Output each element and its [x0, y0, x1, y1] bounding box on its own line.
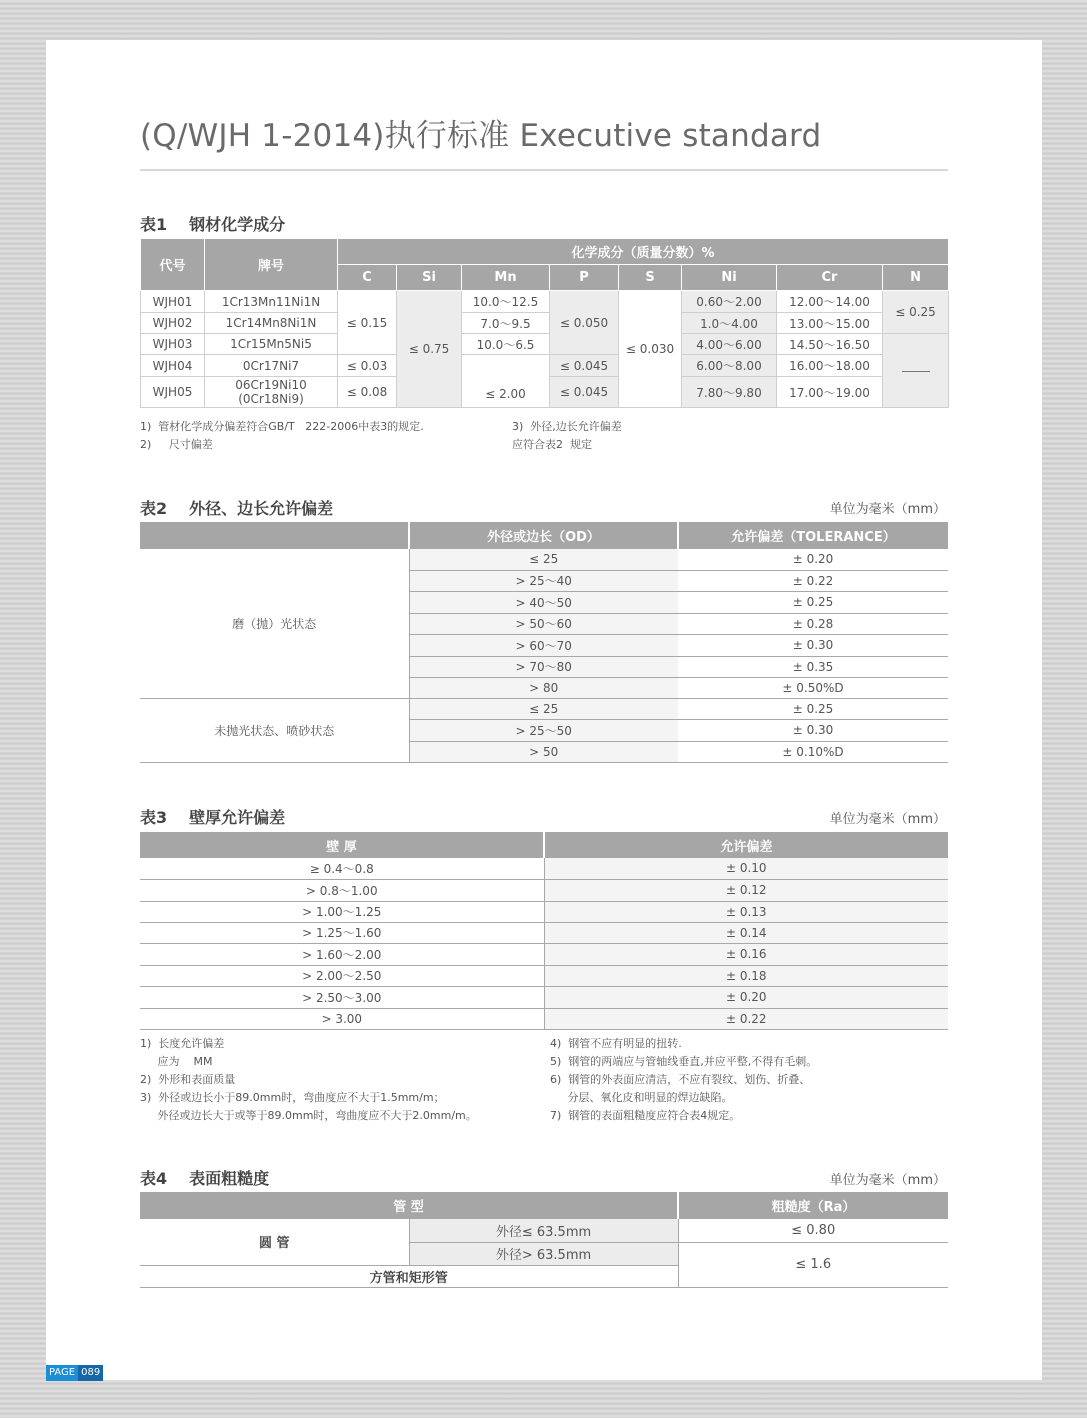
ni-cell: 1.0～4.00	[682, 313, 777, 334]
header-code: 代号	[141, 239, 205, 291]
od-cell: > 25～50	[409, 719, 678, 741]
page-label: PAGE	[46, 1365, 78, 1381]
table3-name: 壁厚允许偏差	[189, 808, 286, 827]
tol-cell: ± 0.12	[544, 879, 948, 901]
header-chemical: 化学成分（质量分数）%	[338, 239, 949, 265]
header-blank	[140, 522, 409, 549]
wall-cell: > 1.25～1.60	[140, 922, 544, 943]
table4-unit: 单位为毫米（mm）	[829, 1173, 946, 1188]
table3-number: 表3	[140, 808, 168, 827]
grade-alt-text: (0Cr18Ni9)	[238, 392, 304, 406]
n-empty-cell	[883, 334, 949, 408]
tol-cell: ± 0.30	[678, 634, 948, 656]
od-cell: > 40～50	[409, 591, 678, 613]
si-cell: ≤ 0.75	[397, 291, 462, 408]
code-cell: WJH04	[141, 355, 205, 377]
c-cell: ≤ 0.03	[338, 355, 397, 377]
mn-cell: 7.0～9.5	[462, 313, 550, 334]
table4-name: 表面粗糙度	[189, 1169, 270, 1188]
wall-cell: ≥ 0.4～0.8	[140, 858, 544, 879]
table-row	[140, 986, 948, 1008]
header-element: Mn	[462, 265, 550, 291]
header-element: P	[550, 265, 619, 291]
code-cell: WJH03	[141, 334, 205, 355]
od-cell: 外径≤ 63.5mm	[409, 1219, 678, 1242]
header-ra: 粗糙度（Ra）	[678, 1192, 948, 1219]
table4-heading	[140, 1166, 269, 1189]
header-element: C	[338, 265, 397, 291]
table3-notes-right: 4) 钢管不应有明显的扭转. 5) 钢管的两端应与管轴线垂直,并应平整,不得有毛刺。 6) 钢管的外表面应清洁，不应有裂纹、划伤、折叠、 分层、氧化皮和明显的焊边缺陷。 7) 钢管的表面粗糙度应符合表4规定。	[550, 1037, 818, 1122]
table-row	[141, 313, 949, 334]
table2-heading	[140, 496, 333, 519]
table1-name: 钢材化学成分	[189, 215, 286, 234]
mn-cell: 10.0～12.5	[462, 291, 550, 313]
s-cell: ≤ 0.030	[619, 291, 682, 408]
document-page	[46, 40, 1042, 1380]
table2-unit: 单位为毫米（mm）	[829, 502, 946, 517]
tol-cell: ± 0.13	[544, 901, 948, 922]
od-cell: > 50	[409, 741, 678, 762]
wall-cell: > 0.8～1.00	[140, 879, 544, 901]
n-cell: ≤ 0.25	[883, 291, 949, 334]
tol-cell: ± 0.22	[544, 1008, 948, 1029]
page-number-badge	[46, 1365, 103, 1381]
header-type: 管 型	[140, 1192, 678, 1219]
table2-number: 表2	[140, 499, 168, 518]
mn-cell: 10.0～6.5	[462, 334, 550, 355]
p-cell: ≤ 0.045	[550, 377, 619, 408]
table-row	[141, 291, 949, 313]
cr-cell: 17.00～19.00	[777, 377, 883, 408]
ni-cell: 0.60～2.00	[682, 291, 777, 313]
tol-cell: ± 0.16	[544, 943, 948, 965]
grade-cell: 1Cr13Mn11Ni1N	[205, 291, 338, 313]
tol-cell: ± 0.20	[544, 986, 948, 1008]
tol-cell: ± 0.14	[544, 922, 948, 943]
code-cell: WJH05	[141, 377, 205, 408]
table-row	[140, 922, 948, 943]
table-row	[140, 1008, 948, 1029]
wall-cell: > 2.50～3.00	[140, 986, 544, 1008]
table1-heading	[140, 212, 285, 235]
header-grade: 牌号	[205, 239, 338, 291]
table-row	[140, 698, 948, 719]
code-cell: WJH02	[141, 313, 205, 334]
wall-cell: > 1.00～1.25	[140, 901, 544, 922]
title-divider	[140, 169, 948, 171]
wall-thickness-table	[140, 832, 948, 1030]
od-cell: > 80	[409, 677, 678, 698]
od-cell: ≤ 25	[409, 549, 678, 570]
state-cell: 磨（抛）光状态	[140, 549, 409, 698]
page-number: 089	[78, 1365, 103, 1381]
grade-cell: 1Cr15Mn5Ni5	[205, 334, 338, 355]
ni-cell: 4.00～6.00	[682, 334, 777, 355]
table-row	[141, 355, 949, 377]
grade-cell	[205, 377, 338, 408]
state-cell: 未抛光状态、喷砂状态	[140, 698, 409, 762]
tol-cell: ± 0.35	[678, 656, 948, 677]
od-cell: 外径> 63.5mm	[409, 1242, 678, 1265]
code-cell: WJH01	[141, 291, 205, 313]
square-tube-cell: 方管和矩形管	[140, 1265, 678, 1287]
chemical-composition-table	[140, 238, 949, 408]
od-cell: > 25～40	[409, 570, 678, 591]
tol-cell: ± 0.18	[544, 965, 948, 986]
ni-cell: 6.00～8.00	[682, 355, 777, 377]
grade-text: 06Cr19Ni10	[235, 378, 307, 392]
cr-cell: 12.00～14.00	[777, 291, 883, 313]
cr-cell: 13.00～15.00	[777, 313, 883, 334]
table1-number: 表1	[140, 215, 168, 234]
mn-cell: ≤ 2.00	[462, 355, 550, 408]
round-tube-cell: 圆 管	[140, 1219, 409, 1265]
cr-cell: 16.00～18.00	[777, 355, 883, 377]
c-cell: ≤ 0.15	[338, 291, 397, 355]
tol-cell: ± 0.30	[678, 719, 948, 741]
cr-cell: 14.50～16.50	[777, 334, 883, 355]
table-row	[140, 549, 948, 570]
tol-cell: ± 0.25	[678, 591, 948, 613]
page-title: (Q/WJH 1-2014)执行标准 Executive standard	[140, 118, 822, 154]
c-cell: ≤ 0.08	[338, 377, 397, 408]
header-tolerance: 允许偏差（TOLERANCE）	[678, 522, 948, 549]
table-row	[140, 901, 948, 922]
tol-cell: ± 0.28	[678, 613, 948, 634]
table2-name: 外径、边长允许偏差	[189, 499, 334, 518]
tol-cell: ± 0.10%D	[678, 741, 948, 762]
header-tolerance: 允许偏差	[544, 832, 948, 858]
od-cell: > 60～70	[409, 634, 678, 656]
table3-unit: 单位为毫米（mm）	[829, 812, 946, 827]
p-cell: ≤ 0.050	[550, 291, 619, 355]
header-element: S	[619, 265, 682, 291]
table-row	[140, 943, 948, 965]
table4-number: 表4	[140, 1169, 168, 1188]
ra-cell: ≤ 0.80	[678, 1219, 948, 1242]
od-cell: ≤ 25	[409, 698, 678, 719]
ra-cell: ≤ 1.6	[678, 1242, 948, 1287]
header-element: Cr	[777, 265, 883, 291]
wall-cell: > 1.60～2.00	[140, 943, 544, 965]
wall-cell: > 2.00～2.50	[140, 965, 544, 986]
table3-heading	[140, 805, 285, 828]
table-row	[140, 965, 948, 986]
od-cell: > 70～80	[409, 656, 678, 677]
od-tolerance-table	[140, 522, 948, 763]
dash-mark	[902, 371, 930, 372]
header-element: Ni	[682, 265, 777, 291]
roughness-table	[140, 1192, 948, 1288]
ni-cell: 7.80～9.80	[682, 377, 777, 408]
table-row	[140, 1219, 948, 1242]
tol-cell: ± 0.50%D	[678, 677, 948, 698]
header-od: 外径或边长（OD）	[409, 522, 678, 549]
wall-cell: > 3.00	[140, 1008, 544, 1029]
grade-cell: 1Cr14Mn8Ni1N	[205, 313, 338, 334]
table1-notes-right: 3) 外径,边长允许偏差 应符合表2 规定	[512, 420, 622, 451]
header-element: N	[883, 265, 949, 291]
tol-cell: ± 0.20	[678, 549, 948, 570]
table-row	[140, 879, 948, 901]
table-row	[140, 858, 948, 879]
table-row	[141, 334, 949, 355]
od-cell: > 50～60	[409, 613, 678, 634]
grade-cell: 0Cr17Ni7	[205, 355, 338, 377]
table3-notes-left: 1) 长度允许偏差 应为 MM 2) 外形和表面质量 3) 外径或边长小于89.0mm时，弯曲度应不大于1.5mm/m； 外径或边长大于或等于89.0mm时，弯曲度应不大于2.0mm/m。	[140, 1037, 477, 1122]
table1-notes-left: 1) 管材化学成分偏差符合GB/T 222-2006中表3的规定. 2) 尺寸偏差	[140, 420, 424, 451]
tol-cell: ± 0.25	[678, 698, 948, 719]
header-wall: 壁 厚	[140, 832, 544, 858]
tol-cell: ± 0.22	[678, 570, 948, 591]
header-element: Si	[397, 265, 462, 291]
p-cell: ≤ 0.045	[550, 355, 619, 377]
tol-cell: ± 0.10	[544, 858, 948, 879]
